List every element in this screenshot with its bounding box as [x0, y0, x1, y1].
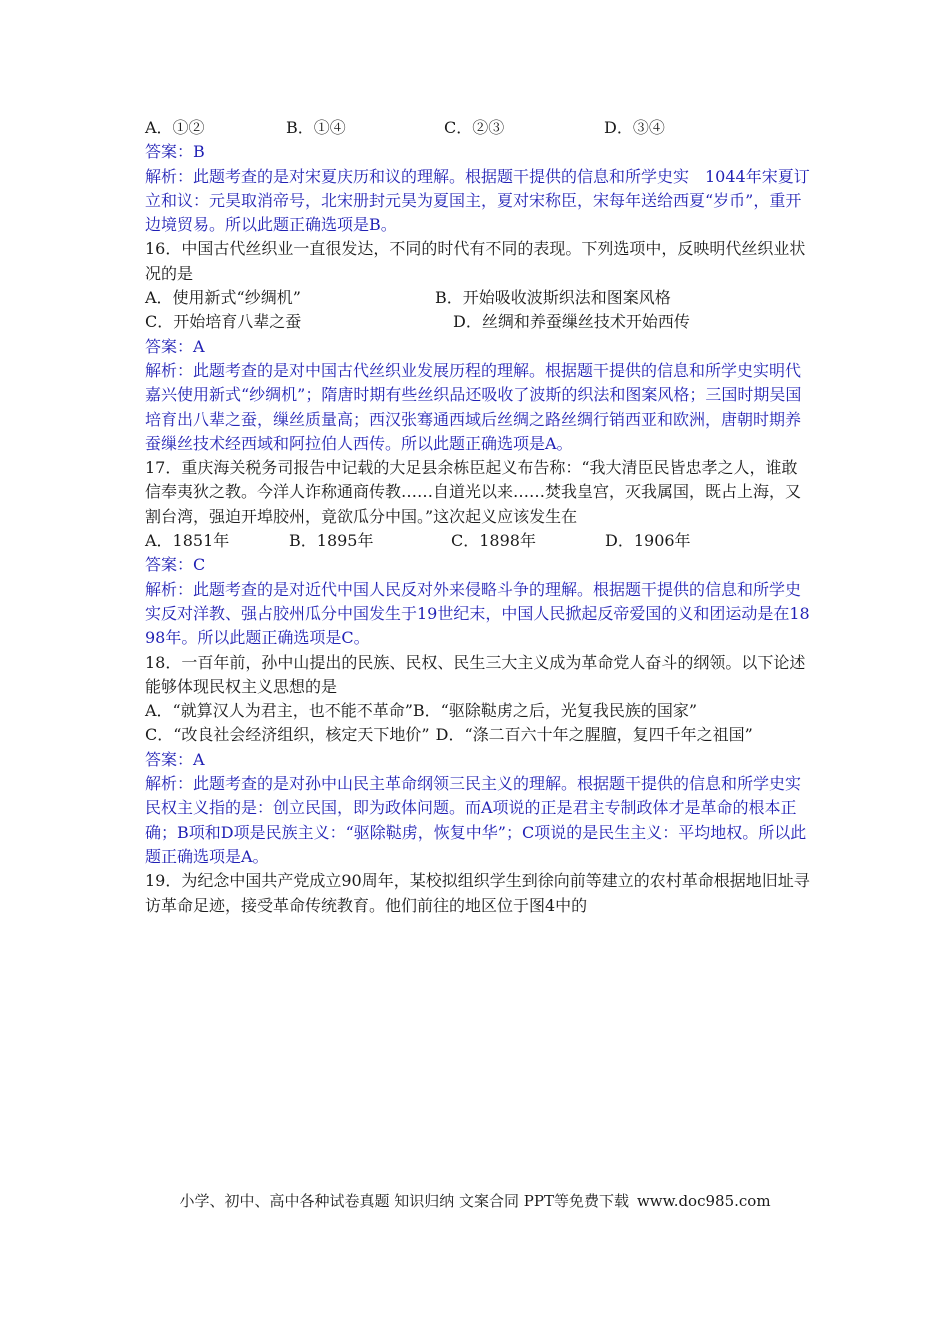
q17-stem: 17．重庆海关税务司报告中记载的大足县余栋臣起义布告称：“我大清臣民皆忠孝之人，谁敢信奉夷狄之教。今洋人诈称通商传教……自道光以来……焚我皇宫，灭我属国，既占上海，又割台湾，强迫开埠胶州，竟欲瓜分中国。”这次起义应该发生在: [145, 458, 802, 526]
q17-options: [145, 529, 810, 553]
q17-analysis: 解析：此题考查的是对近代中国人民反对外来侵略斗争的理解。根据题干提供的信息和所学史实反对洋教、强占胶州瓜分中国发生于19世纪末，中国人民掀起反帝爱国的义和团运动是在1898年。所以此题正确选项是C。: [145, 579, 810, 648]
q16-analysis: 解析：此题考查的是对中国古代丝织业发展历程的理解。根据题干提供的信息和所学史实明代嘉兴使用新式“纱绸机”；隋唐时期有些丝织品还吸收了波斯的织法和图案风格；三国时期吴国培育出八辈之蚕，缫丝质量高；西汉张骞通西域后丝绸之路丝绸行销西亚和欧洲，唐朝时期养蚕缫丝技术经西域和阿拉伯人西传。所以此题正确选项是A。: [145, 360, 802, 453]
document-body: [145, 116, 810, 918]
footer-url[interactable]: www.doc985.com: [636, 1192, 771, 1210]
q18-analysis: 解析：此题考查的是对孙中山民主革命纲领三民主义的理解。根据题干提供的信息和所学史实民权主义指的是：创立民国，即为政体问题。而A项说的正是君主专制政体才是革命的根本正确；B项和D项是民族主义：“驱除鞑虏，恢复中华”；C项说的是民生主义：平均地权。所以此题正确选项是A。: [145, 774, 807, 866]
q18-option-a: A．“就算汉人为君主，也不能不革命”: [145, 701, 413, 721]
q16-option-c: C．开始培育八辈之蚕: [145, 312, 302, 332]
q16-option-a: A．使用新式“纱绸机”: [145, 288, 301, 308]
q18-options-row1: [145, 699, 810, 723]
q15-options: [145, 116, 810, 140]
q17-option-a: A．1851年: [145, 531, 230, 551]
q18-option-d: D．“涤二百六十年之腥膻，复四千年之祖国”: [435, 725, 753, 745]
q17-answer: 答案：C: [145, 555, 206, 575]
q15-option-d: D．③④: [604, 118, 665, 137]
q16-options-row1: [145, 286, 810, 310]
q18-option-c: C．“改良社会经济组织，核定天下地价”: [145, 725, 430, 745]
q19-stem: 19．为纪念中国共产党成立90周年，某校拟组织学生到徐向前等建立的农村革命根据地旧址寻访革命足迹，接受革命传统教育。他们前往的地区位于图4中的: [145, 871, 810, 915]
q16-option-d: D．丝绸和养蚕缫丝技术开始西传: [453, 312, 690, 332]
q18-option-b: B．“驱除鞑虏之后，光复我民族的国家”: [412, 701, 698, 721]
q18-answer: 答案：A: [145, 749, 205, 769]
q17-option-c: C．1898年: [451, 531, 536, 551]
q18-stem: 18．一百年前，孙中山提出的民族、民权、民生三大主义成为革命党人奋斗的纲领。以下论述能够体现民权主义思想的是: [145, 652, 806, 696]
q18-options-row2: [145, 723, 810, 747]
q15-analysis: 解析：此题考查的是对宋夏庆历和议的理解。根据题干提供的信息和所学史实 1044年宋夏订立和议：元昊取消帝号，北宋册封元昊为夏国主，夏对宋称臣，宋每年送给西夏“岁币”，重开边境贸易。所以此题正确选项是B。: [145, 166, 810, 235]
q16-stem: 16．中国古代丝织业一直很发达，不同的时代有不同的表现。下列选项中，反映明代丝织业状况的是: [145, 239, 806, 283]
q17-option-d: D．1906年: [605, 531, 691, 551]
q16-options-row2: [145, 310, 810, 334]
page-footer: [0, 1190, 950, 1211]
q16-answer: 答案：A: [145, 336, 205, 356]
footer-text: 小学、初中、高中各种试卷真题 知识归纳 文案合同 PPT等免费下载: [179, 1192, 629, 1210]
q15-option-b: B．①④: [286, 118, 346, 137]
q15-answer: 答案：B: [145, 142, 205, 162]
q15-option-a: A．①②: [145, 118, 205, 137]
q17-option-b: B．1895年: [289, 531, 374, 551]
q15-option-c: C．②③: [444, 118, 505, 137]
q16-option-b: B．开始吸收波斯织法和图案风格: [435, 288, 671, 308]
